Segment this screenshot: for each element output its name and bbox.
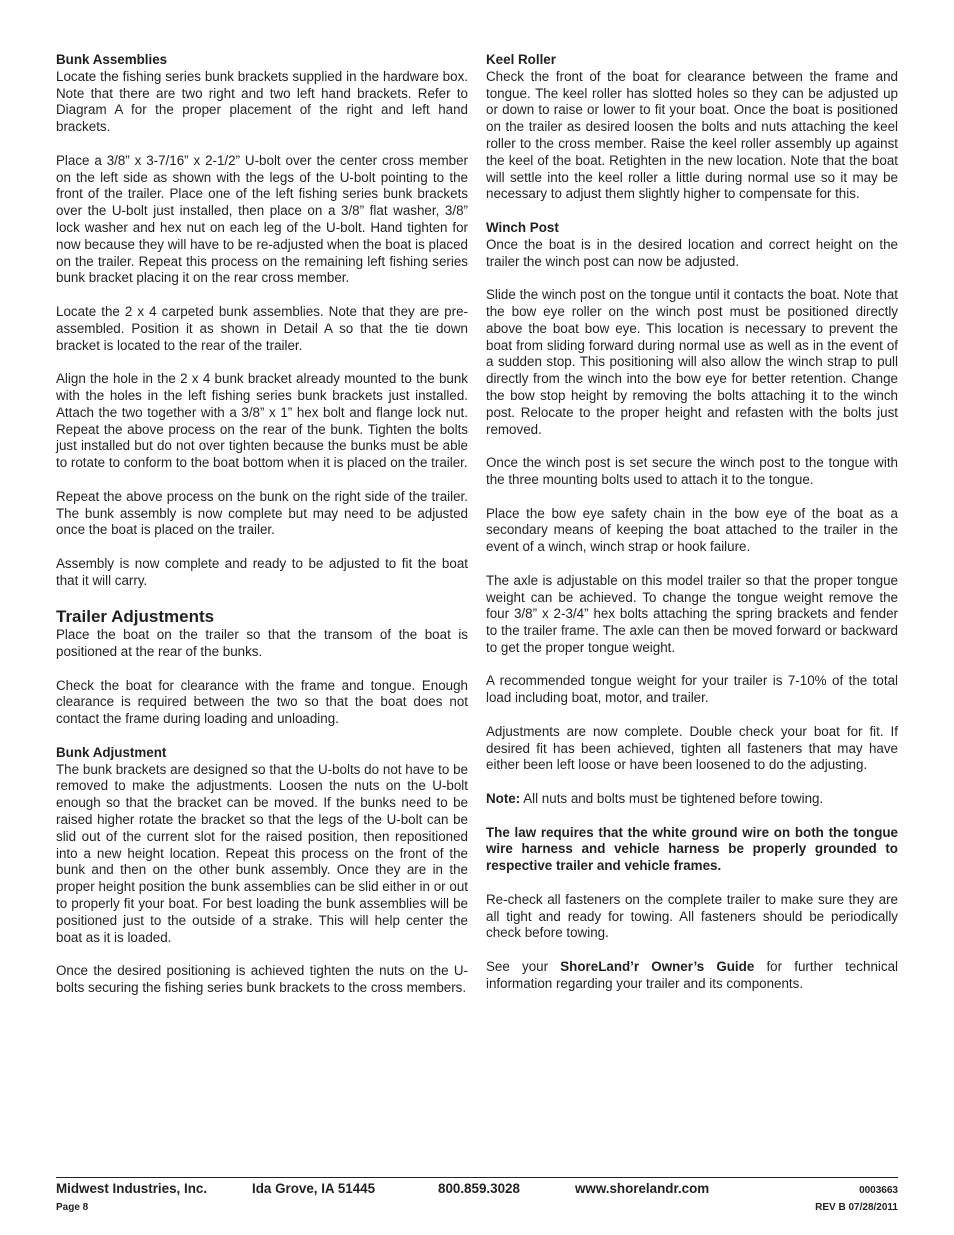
paragraph: Adjustments are now complete. Double check your boat for fit. If desired fit has been achieved, tighten all fasteners that may have either been left loose or have been loosened to do the adjusting. (486, 723, 898, 773)
paragraph: Locate the fishing series bunk brackets supplied in the hardware box. Note that there are two right and two left hand brackets. Refer to Diagram A for the proper placement of the right and left hand brackets. (56, 68, 468, 135)
paragraph: Re-check all fasteners on the complete trailer to make sure they are all tight and ready for towing. All fasteners should be periodically check before towing. (486, 891, 898, 941)
paragraph: A recommended tongue weight for your trailer is 7-10% of the total load including boat, motor, and trailer. (486, 673, 898, 706)
footer-page-number: Page 8 (56, 1202, 89, 1213)
paragraph: Slide the winch post on the tongue until it contacts the boat. Note that the bow eye roller on the winch post must be positioned directly above the boat bow eye. This location is necessary to prevent the boat from sliding forward during normal use as well as in the event of a sudden stop. This positioning will also allow the winch strap to pull directly from the winch into the bow eye for better retention. Change the bow stop height by removing the bolts attaching it to the winch post. Relocate to the proper height and refasten with the bolts just removed. (486, 287, 898, 437)
footer-revision: REV B 07/28/2011 (815, 1202, 898, 1213)
note-text: All nuts and bolts must be tightened before towing. (520, 791, 824, 807)
paragraph: Check the boat for clearance with the frame and tongue. Enough clearance is required between the two so that the boat does not contact the frame during loading and unloading. (56, 677, 468, 727)
footer-website: www.shorelandr.com (575, 1181, 710, 1196)
paragraph: Place a 3/8” x 3-7/16” x 2-1/2” U-bolt over the center cross member on the left side as shown with the legs of the U-bolt pointing to the front of the trailer. Place one of the left fishing series bunk brackets over the U-bolt just installed, then place on a 3/8” flat washer, 3/8” lock washer and hex nut on each leg of the U-bolt. Hand tighten for now because they will have to be re-adjusted when the boat is placed on the trailer. Repeat this process on the remaining left fishing series bunk bracket placing it on the rear cross member. (56, 152, 468, 286)
footer-doc-number: 0003663 (859, 1185, 898, 1196)
heading-bunk-adjustment: Bunk Adjustment (56, 744, 167, 760)
paragraph: The bunk brackets are designed so that the U-bolts do not have to be removed to make the adjustments. Loosen the nuts on the U-bolt enough so that the bracket can be moved. If the bunks need to be raised higher rotate the bracket so that the legs of the U-bolt can be slid out of the current slot for the raised position, then repositioned into a new height location. Repeat this process on the front of the bunk and then on the other bunk assembly. Once they are in the proper height position the bunk assemblies can be slid either in or out to properly fit your boat. For best loading the bunk assemblies will be positioned just to the outside of a strake. This will help center the boat as it is loaded. (56, 761, 468, 945)
right-column (486, 52, 898, 1009)
paragraph: The axle is adjustable on this model trailer so that the proper tongue weight can be achieved. To change the tongue weight remove the four 3/8” x 2-3/4” hex bolts attaching the spring brackets and fender to the trailer frame. The axle can then be moved forward or backward to get the proper tongue weight. (486, 572, 898, 655)
paragraph: Assembly is now complete and ready to be adjusted to fit the boat that it will carry. (56, 555, 468, 588)
note-label: Note: (486, 791, 521, 807)
see-guide-post: for further technical information regarding your trailer and its components. (486, 959, 898, 991)
left-column (56, 52, 468, 1014)
paragraph: Repeat the above process on the bunk on the right side of the trailer. The bunk assembly is now complete but may need to be adjusted once the boat is placed on the trailer. (56, 488, 468, 538)
heading-bunk-assemblies: Bunk Assemblies (56, 52, 168, 67)
paragraph: Check the front of the boat for clearance between the frame and tongue. The keel roller has slotted holes so they can be adjusted up or down to raise or lower to fit your boat. Once the boat is positioned on the trailer as desired loosen the bolts and nuts attaching the keel roller to the cross member. Raise the keel roller assembly up against the keel of the boat. Retighten in the new location. Note that the boat will settle into the keel roller a little during normal use so it may be necessary to adjust them slightly higher to compensate for this. (486, 68, 898, 202)
heading-winch-post: Winch Post (486, 219, 559, 235)
heading-trailer-adjustments: Trailer Adjustments (56, 607, 215, 627)
paragraph: Once the desired positioning is achieved tighten the nuts on the U-bolts securing the fishing series bunk brackets to the cross members. (56, 963, 468, 996)
see-guide-paragraph (486, 959, 898, 993)
heading-keel-roller: Keel Roller (486, 52, 556, 67)
paragraph: Place the boat on the trailer so that the transom of the boat is positioned at the rear of the bunks. (56, 627, 468, 660)
paragraph: Locate the 2 x 4 carpeted bunk assemblies. Note that they are pre-assembled. Position it as shown in Detail A so that the tie down bracket is located to the rear of the trailer. (56, 303, 468, 353)
law-warning: The law requires that the white ground wire on both the tongue wire harness and vehicle harness be properly grounded to respective trailer and vehicle frames. (486, 824, 898, 874)
footer-company: Midwest Industries, Inc. (56, 1181, 208, 1196)
note-paragraph (486, 791, 898, 808)
footer-divider (56, 1177, 898, 1178)
see-guide-pre: See your (486, 959, 561, 975)
paragraph: Once the boat is in the desired location and correct height on the trailer the winch post can now be adjusted. (486, 236, 898, 269)
paragraph: Once the winch post is set secure the winch post to the tongue with the three mounting bolts used to attach it to the tongue. (486, 455, 898, 487)
paragraph: Align the hole in the 2 x 4 bunk bracket already mounted to the bunk with the holes in the left fishing series bunk brackets just installed. Attach the two together with a 3/8” x 1” hex bolt and flange lock nut. Repeat the above process on the rear of the bunk. Tighten the bolts just installed but do not over tighten because the bunks must be able to rotate to conform to the boat bottom when it is placed on the trailer. (56, 371, 468, 471)
paragraph: Place the bow eye safety chain in the bow eye of the boat as a secondary means of keeping the boat attached to the trailer in the event of a winch, winch strap or hook failure. (486, 505, 898, 555)
footer-phone: 800.859.3028 (438, 1181, 520, 1196)
owners-guide-title: ShoreLand’r Owner’s Guide (560, 959, 755, 975)
footer-location: Ida Grove, IA 51445 (252, 1181, 376, 1196)
